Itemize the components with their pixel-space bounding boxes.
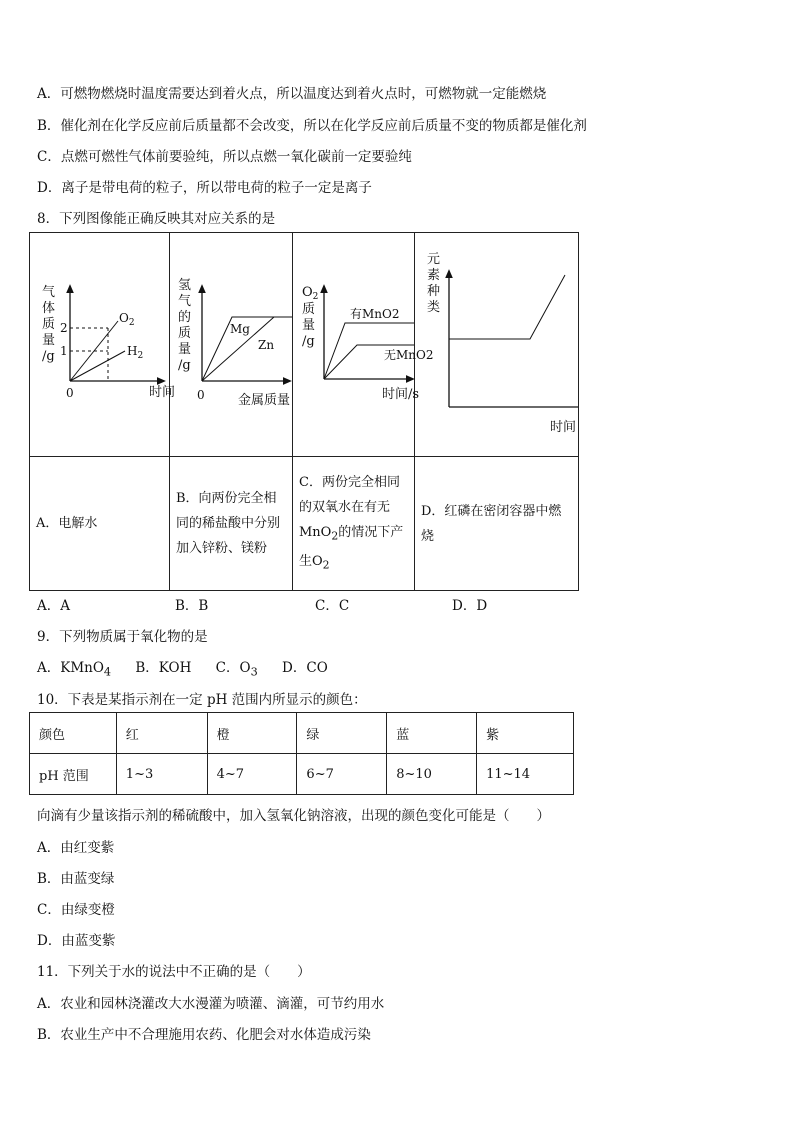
q7-option-d: D．离子是带电荷的粒子，所以带电荷的粒子一定是离子 — [37, 180, 372, 196]
graph-c-ylabel-o2 — [302, 285, 318, 302]
q7-option-c: C．点燃可燃性气体前要验纯，所以点燃一氧化碳前一定要验纯 — [37, 149, 412, 165]
graph-d-ylabel-4: 类 — [427, 300, 441, 315]
graph-b-ylabel-5: 量 — [178, 342, 192, 357]
q11-option-b: B．农业生产中不合理施用农药、化肥会对水体造成污染 — [37, 1027, 371, 1043]
graph-a-xlabel: 时间 — [149, 385, 176, 400]
q8-graph-table — [29, 232, 579, 591]
graph-d-cell — [415, 233, 579, 457]
graph-d-xlabel: 时间 — [550, 420, 577, 435]
graph-b-ylabel-4: 质 — [178, 326, 192, 341]
q9-option-a: A．KMnO — [37, 660, 104, 676]
graph-d-ylabel-1: 元 — [427, 252, 441, 267]
graph-a-tick-1: 1 — [60, 344, 68, 358]
graph-c-with-mno2: 有MnO2 — [350, 307, 400, 321]
graph-d — [415, 233, 578, 452]
q9-option-c-sub: 3 — [250, 665, 258, 679]
graph-a-ylabel-5: /g — [42, 349, 55, 364]
graph-c-cell — [293, 233, 434, 457]
graph-a-ylabel-1: 气 — [42, 285, 56, 300]
q10-option-c: C．由绿变橙 — [37, 902, 115, 918]
q9-stem: 9．下列物质属于氧化物的是 — [37, 629, 208, 645]
graph-b-mg-label: Mg — [230, 322, 250, 336]
q8-answer-c: C．C — [315, 598, 350, 614]
desc-a: A．电解水 — [30, 457, 170, 591]
graph-a-origin: 0 — [66, 386, 74, 400]
graph-c-ylabel-sub: 2 — [312, 292, 319, 302]
q10-stem: 10．下表是某指示剂在一定 pH 范围内所显示的颜色： — [37, 692, 367, 708]
table-cell: 11~14 — [477, 754, 574, 795]
q9-option-a-sub: 4 — [103, 665, 112, 679]
q8-stem: 8．下列图像能正确反映其对应关系的是 — [37, 211, 276, 227]
graph-b-ylabel-2: 气 — [178, 294, 192, 309]
graph-a-ylabel-2: 体 — [42, 301, 56, 316]
graph-d-ylabel-3: 种 — [427, 284, 441, 299]
graph-c-xlabel: 时间/s — [382, 387, 420, 402]
desc-d: D．红磷在密闭容器中燃烧 — [415, 457, 579, 591]
graph-a — [30, 233, 176, 452]
q10-option-a: A．由红变紫 — [37, 840, 115, 856]
q11-option-a: A．农业和园林浇灌改大水漫灌为喷灌、滴灌，可节约用水 — [37, 996, 385, 1012]
q8-answer-b: B．B — [175, 598, 209, 614]
header-cell: 红 — [116, 713, 207, 754]
graph-c — [293, 233, 434, 452]
q10-option-b: B．由蓝变绿 — [37, 871, 115, 887]
graph-b-ylabel-1: 氢 — [178, 278, 192, 293]
desc-c-part1: C．两份完全相同的双氧水在有无MnO — [299, 474, 400, 540]
header-cell: 绿 — [297, 713, 387, 754]
graph-a-o2-text: O — [119, 311, 129, 325]
q8-answer-a: A．A — [37, 598, 70, 614]
q8-answer-d: D．D — [452, 598, 488, 614]
graph-b — [170, 233, 292, 452]
graph-a-ylabel-3: 质 — [42, 317, 56, 332]
graph-b-ylabel-6: /g — [178, 358, 191, 373]
desc-c-sub1: 2 — [331, 529, 339, 543]
q10-option-d: D．由蓝变紫 — [37, 933, 116, 949]
table-cell: 6~7 — [297, 754, 387, 795]
graph-c-ylabel-1: 质 — [302, 302, 316, 317]
graph-c-ylabel-3: /g — [302, 334, 315, 349]
graph-a-h2-sub: 2 — [137, 351, 144, 361]
graph-c-without-mno2: 无MnO2 — [384, 348, 434, 362]
graph-a-h2-label — [127, 344, 143, 361]
header-cell: 橙 — [207, 713, 297, 754]
desc-c — [293, 457, 415, 591]
desc-c-sub2: 2 — [322, 558, 330, 572]
table-cell: 1~3 — [116, 754, 207, 795]
header-cell: 颜色 — [30, 713, 117, 754]
graph-a-o2-sub: 2 — [128, 318, 135, 328]
q11-stem: 11．下列关于水的说法中不正确的是（ ） — [37, 964, 311, 980]
q9-option-b: B．KOH — [135, 660, 192, 676]
q10-question: 向滴有少量该指示剂的稀硫酸中，加入氢氧化钠溶液，出现的颜色变化可能是（ ） — [37, 808, 550, 824]
graph-a-tick-2: 2 — [60, 321, 68, 335]
table-cell: 4~7 — [207, 754, 297, 795]
graph-b-zn-label: Zn — [258, 338, 275, 352]
q9-options — [37, 656, 328, 679]
graph-a-cell — [30, 233, 176, 457]
graph-a-ylabel-4: 量 — [42, 333, 56, 348]
graph-b-ylabel-3: 的 — [178, 310, 192, 325]
desc-b: B．向两份完全相同的稀盐酸中分别加入锌粉、镁粉 — [170, 457, 293, 591]
header-cell: 蓝 — [387, 713, 477, 754]
graph-a-h2-text: H — [127, 344, 138, 358]
desc-c-part2: 的情况下产生O — [299, 524, 404, 569]
graph-b-origin: 0 — [197, 388, 205, 402]
graph-b-cell — [170, 233, 293, 457]
graph-b-xlabel: 金属质量 — [238, 393, 291, 408]
q7-option-a: A．可燃物燃烧时温度需要达到着火点，所以温度达到着火点时，可燃物就一定能燃烧 — [37, 86, 547, 102]
graph-c-ylabel-o: O — [302, 285, 313, 300]
graph-d-ylabel-2: 素 — [427, 268, 441, 283]
q7-option-b: B．催化剂在化学反应前后质量都不会改变，所以在化学反应前后质量不变的物质都是催化剂 — [37, 118, 587, 134]
table-cell: 8~10 — [387, 754, 477, 795]
q9-option-d: D．CO — [282, 660, 328, 676]
header-cell: 紫 — [477, 713, 574, 754]
table-cell: pH 范围 — [30, 754, 117, 795]
q10-indicator-table — [29, 712, 574, 795]
graph-a-o2-label — [119, 311, 135, 328]
graph-c-ylabel-2: 量 — [302, 318, 316, 333]
q9-option-c: C．O — [215, 660, 251, 676]
